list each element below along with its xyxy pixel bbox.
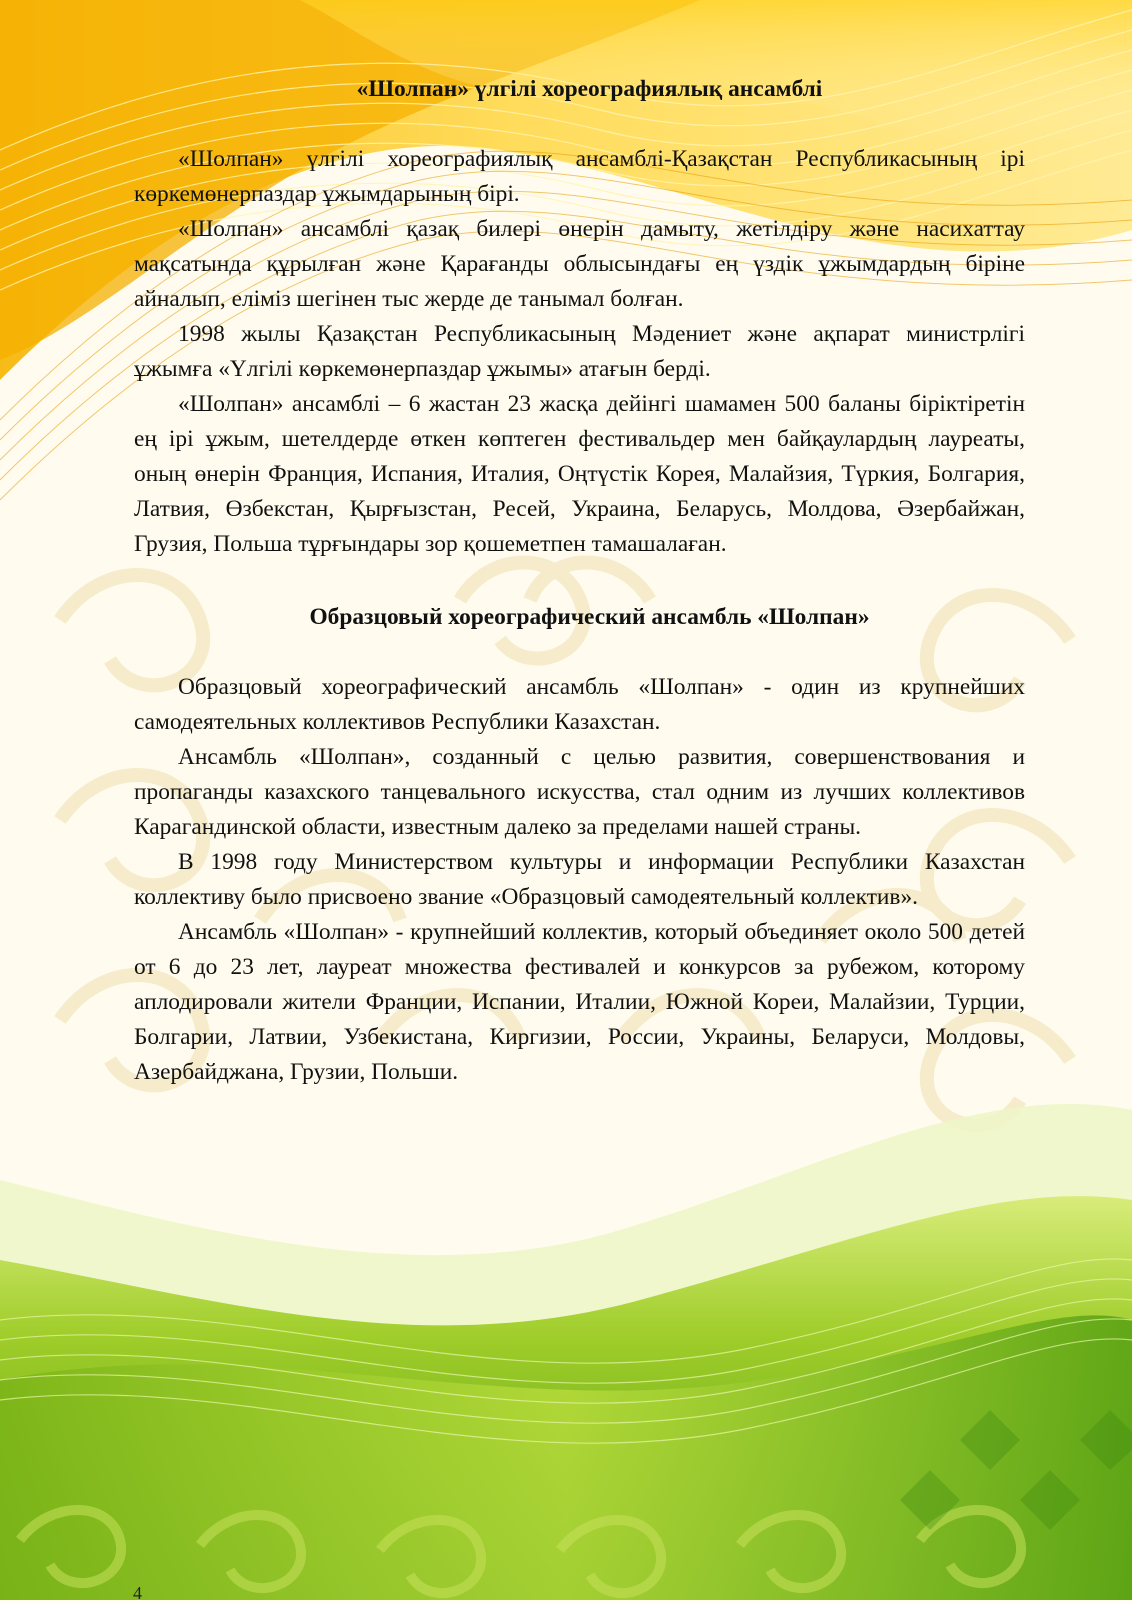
page-number: 4 — [133, 1583, 142, 1603]
russian-paragraph: Ансамбль «Шолпан» - крупнейший коллектив, который объединяет около 500 детей от 6 до 23 лет, лауреат множества фестивалей и конкурсов за рубежом, которому аплодировали жители Франции, Испании, Италии, Южной Кореи, Малайзии, Турции, Болгарии, Латвии, Узбекистана, Киргизии, России, Украины, Беларуси, Молдовы, Азербайджана, Грузии, Польши. — [134, 919, 1025, 1085]
kazakh-paragraph: «Шолпан» үлгілі хореографиялық ансамблі-Қазақстан Республикасының ірі көркемөнерпаздар ұжымдарының бірі. — [134, 146, 1025, 207]
kazakh-paragraph: 1998 жылы Қазақстан Республикасының Мәдениет және ақпарат министрлігі ұжымға «Үлгілі көркемөнерпаздар ұжымы» атағын берді. — [134, 321, 1025, 382]
text-content — [134, 72, 1025, 1090]
kazakh-paragraph: «Шолпан» ансамблі қазақ билері өнерін дамыту, жетілдіру және насихаттау мақсатында құрылған және Қарағанды облысындағы ең үздік ұжымдардың біріне айналып, еліміз шегінен тыс жерде де танымал болған. — [134, 216, 1025, 312]
kazakh-section-title: «Шолпан» үлгілі хореографиялық ансамблі — [356, 76, 823, 102]
russian-paragraph: Ансамбль «Шолпан», созданный с целью развития, совершенствования и пропаганды казахского танцевального искусства, стал одним из лучших коллективов Карагандинской области, известным далеко за пределами нашей страны. — [134, 744, 1025, 840]
russian-section-title: Образцовый хореографический ансамбль «Шолпан» — [309, 604, 870, 630]
kazakh-paragraph: «Шолпан» ансамблі – 6 жастан 23 жасқа дейінгі шамамен 500 баланы біріктіретін ең ірі ұжым, шетелдерде өткен көптеген фестивальдер мен байқаулардың лауреаты, оның өнерін Франция, Испания, Италия, Оңтүстік Корея, Малайзия, Түркия, Болгария, Латвия, Өзбекстан, Қырғызстан, Ресей, Украина, Беларусь, Молдова, Әзербайжан, Грузия, Польша тұрғындары зор қошеметпен тамашалаған. — [134, 391, 1025, 557]
russian-paragraph: Образцовый хореографический ансамбль «Шолпан» - один из крупнейших самодеятельных коллективов Республики Казахстан. — [134, 674, 1025, 735]
russian-paragraph: В 1998 году Министерством культуры и информации Республики Казахстан коллективу было присвоено звание «Образцовый самодеятельный коллектив». — [134, 849, 1025, 910]
